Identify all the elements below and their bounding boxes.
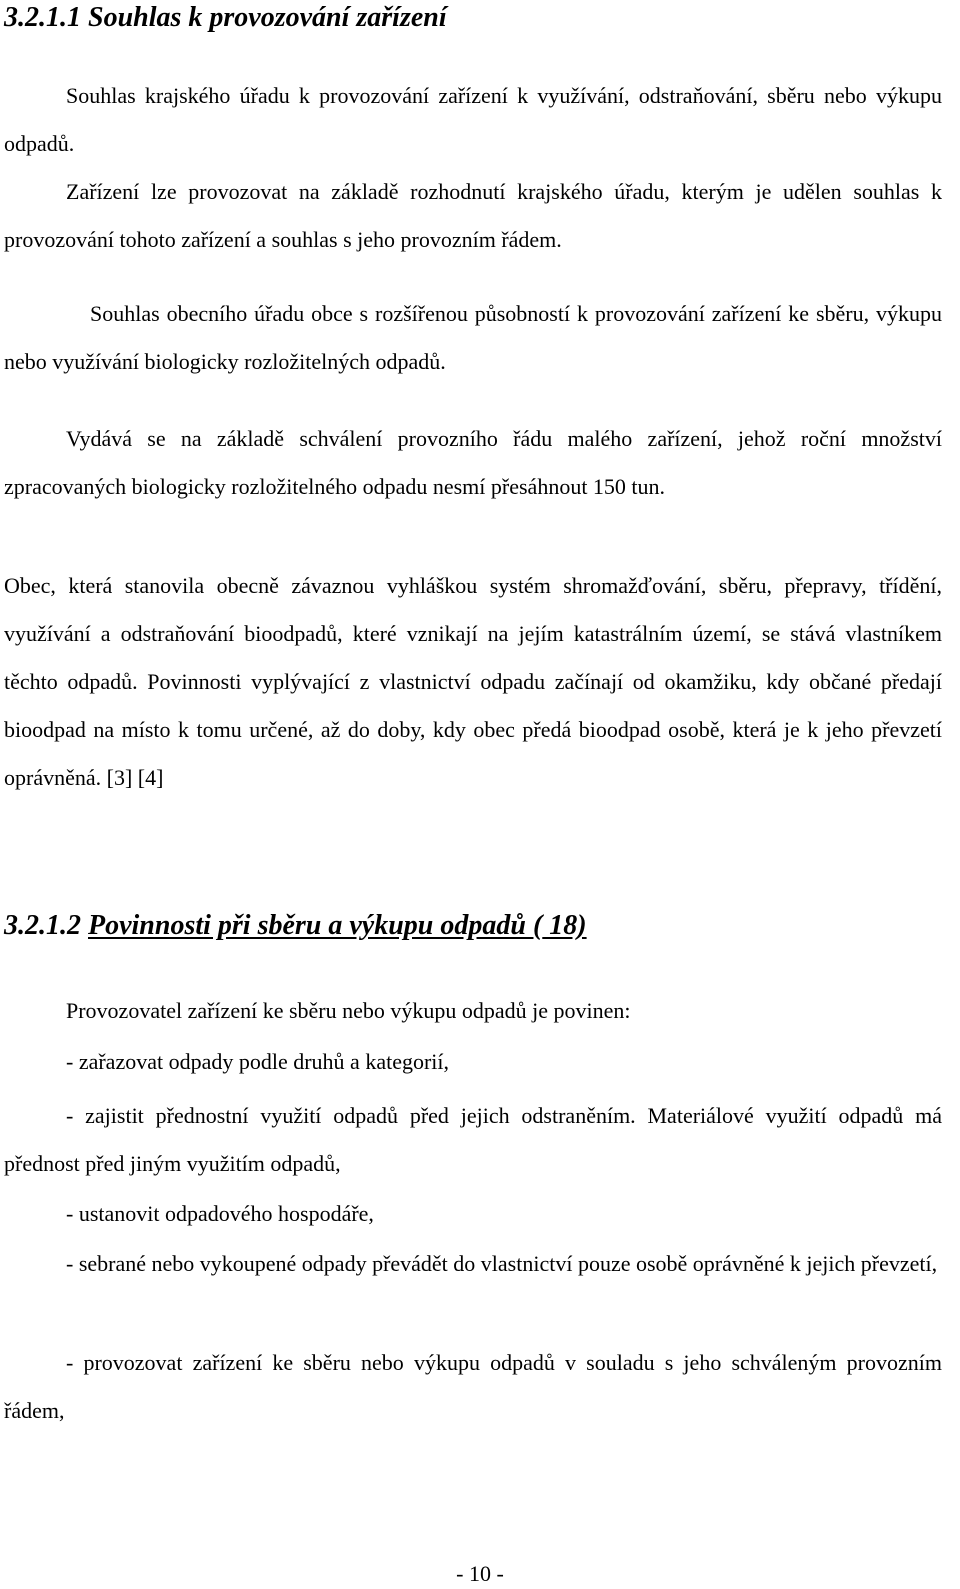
- section-title: Povinnosti při sběru a výkupu odpadů ( 18): [88, 910, 587, 941]
- list-item-provozovat: - provozovat zařízení ke sběru nebo výkupu odpadů v souladu s jeho schváleným provozním řádem,: [4, 1350, 942, 1423]
- list-item-hospodar: - ustanovit odpadového hospodáře,: [66, 1201, 374, 1226]
- section-title: Souhlas k provozování zařízení: [88, 2, 447, 33]
- list-item-zajistit-vyuziti: - zajistit přednostní využití odpadů před jejich odstraněním. Materiálové využití odpadů má přednost před jiným využitím odpadů,: [4, 1103, 942, 1176]
- paragraph-provozovatel-povinen: Provozovatel zařízení ke sběru nebo výkupu odpadů je povinen:: [66, 998, 631, 1023]
- paragraph-obec-vlastnik: Obec, která stanovila obecně závaznou vyhláškou systém shromažďování, sběru, přepravy, třídění, využívání a odstraňování bioodpadů, které vznikají na jejím katastrálním území, se stává vlastníkem těchto odpadů. Povinnosti vyplývající z vlastnictví odpadu začínají od okamžiku, kdy občané předají bioodpad na místo k tomu určené, až do doby, kdy obec předá bioodpad osobě, která je k jeho převzetí oprávněná. [3] [4]: [4, 573, 942, 790]
- list-item-zarazovat: - zařazovat odpady podle druhů a kategorií,: [66, 1049, 450, 1074]
- section-heading-3-2-1-1: [4, 2, 447, 34]
- paragraph-obecni-urad-souhlas: Souhlas obecního úřadu obce s rozšířenou působností k provozování zařízení ke sběru, výkupu nebo využívání biologicky rozložitelných odpadů.: [4, 301, 942, 374]
- section-heading-3-2-1-2: [4, 910, 587, 942]
- paragraph-krajsky-urad-souhlas: Souhlas krajského úřadu k provozování zařízení k využívání, odstraňování, sběru nebo výkupu odpadů.: [4, 83, 942, 156]
- section-reference: 18): [542, 910, 587, 941]
- list-item-prevadet: - sebrané nebo vykoupené odpady převádět do vlastnictví pouze osobě oprávněné k jejich převzetí,: [66, 1251, 938, 1276]
- paragraph-zarizeni-provoz: Zařízení lze provozovat na základě rozhodnutí krajského úřadu, kterým je udělen souhlas k provozování tohoto zařízení a souhlas s jeho provozním řádem.: [4, 179, 942, 252]
- page-number: - 10 -: [456, 1561, 504, 1586]
- paragraph-vydava-se: Vydává se na základě schválení provozního řádu malého zařízení, jehož roční množství zpracovaných biologicky rozložitelného odpadu nesmí přesáhnout 150 tun.: [4, 426, 942, 499]
- section-number: 3.2.1.2: [4, 910, 81, 941]
- section-number: 3.2.1.1: [4, 2, 81, 33]
